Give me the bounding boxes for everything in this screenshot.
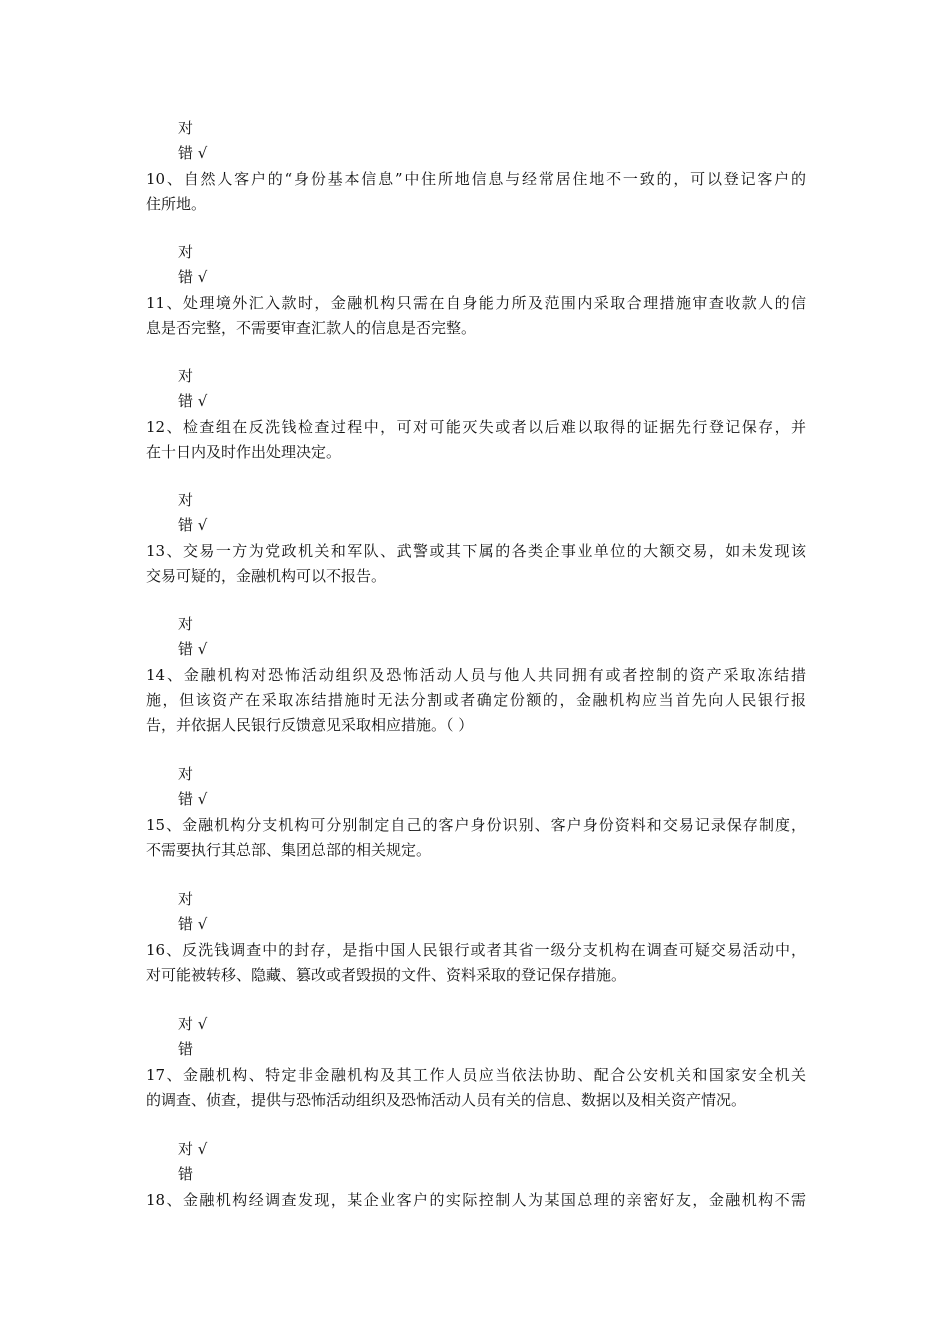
question-13-line-2: 交易可疑的，金融机构可以不报告。 [146, 567, 387, 585]
option-true: 对 [178, 890, 194, 908]
option-false: 错 [178, 1040, 194, 1058]
question-18 [146, 1188, 806, 1213]
question-10 [146, 167, 806, 217]
option-false-checked: 错 √ [178, 392, 208, 410]
question-15-line-1: 15、金融机构分支机构可分别制定自己的客户身份识别、客户身份资料和交易记录保存制度， [146, 816, 806, 834]
question-11 [146, 291, 806, 341]
question-18-line-1: 18、金融机构经调查发现，某企业客户的实际控制人为某国总理的亲密好友，金融机构不需 [146, 1191, 806, 1209]
option-true: 对 [178, 491, 194, 509]
question-14-line-3: 告，并依据人民银行反馈意见采取相应措施。（ ） [146, 716, 474, 734]
question-12-line-1: 12、检查组在反洗钱检查过程中，可对可能灭失或者以后难以取得的证据先行登记保存，并 [146, 418, 806, 436]
question-17 [146, 1063, 806, 1113]
question-10-line-1: 10、自然人客户的“身份基本信息”中住所地信息与经常居住地不一致的，可以登记客户的 [146, 170, 806, 188]
option-false: 错 [178, 1165, 194, 1183]
question-15 [146, 813, 806, 863]
option-false-checked: 错 √ [178, 790, 208, 808]
question-15-line-2: 不需要执行其总部、集团总部的相关规定。 [146, 841, 432, 859]
question-14-line-2: 施，但该资产在采取冻结措施时无法分割或者确定份额的，金融机构应当首先向人民银行报 [146, 691, 806, 709]
option-true: 对 [178, 765, 194, 783]
option-false-checked: 错 √ [178, 516, 208, 534]
question-16-line-1: 16、反洗钱调查中的封存，是指中国人民银行或者其省一级分支机构在调查可疑交易活动中， [146, 941, 806, 959]
question-16 [146, 938, 806, 988]
question-12-line-2: 在十日内及时作出处理决定。 [146, 443, 342, 461]
option-true: 对 [178, 243, 194, 261]
question-14-line-1: 14、金融机构对恐怖活动组织及恐怖活动人员与他人共同拥有或者控制的资产采取冻结措 [146, 666, 806, 684]
option-true-checked: 对 √ [178, 1140, 208, 1158]
question-17-line-1: 17、金融机构、特定非金融机构及其工作人员应当依法协助、配合公安机关和国家安全机关 [146, 1066, 806, 1084]
question-13-line-1: 13、交易一方为党政机关和军队、武警或其下属的各类企事业单位的大额交易，如未发现该 [146, 542, 806, 560]
option-true-checked: 对 √ [178, 1015, 208, 1033]
question-11-line-1: 11、处理境外汇入款时，金融机构只需在自身能力所及范围内采取合理措施审查收款人的信 [146, 294, 806, 312]
question-17-line-2: 的调查、侦查，提供与恐怖活动组织及恐怖活动人员有关的信息、数据以及相关资产情况。 [146, 1091, 747, 1109]
option-true: 对 [178, 119, 194, 137]
option-false-checked: 错 √ [178, 915, 208, 933]
question-16-line-2: 对可能被转移、隐藏、篡改或者毁损的文件、资料采取的登记保存措施。 [146, 966, 627, 984]
question-10-line-2: 住所地。 [146, 195, 207, 213]
question-13 [146, 539, 806, 589]
option-true: 对 [178, 367, 194, 385]
option-true: 对 [178, 615, 194, 633]
question-14 [146, 663, 806, 738]
option-false-checked: 错 √ [178, 268, 208, 286]
question-11-line-2: 息是否完整，不需要审查汇款人的信息是否完整。 [146, 319, 477, 337]
question-12 [146, 415, 806, 465]
option-false-checked: 错 √ [178, 640, 208, 658]
option-false-checked: 错 √ [178, 144, 208, 162]
